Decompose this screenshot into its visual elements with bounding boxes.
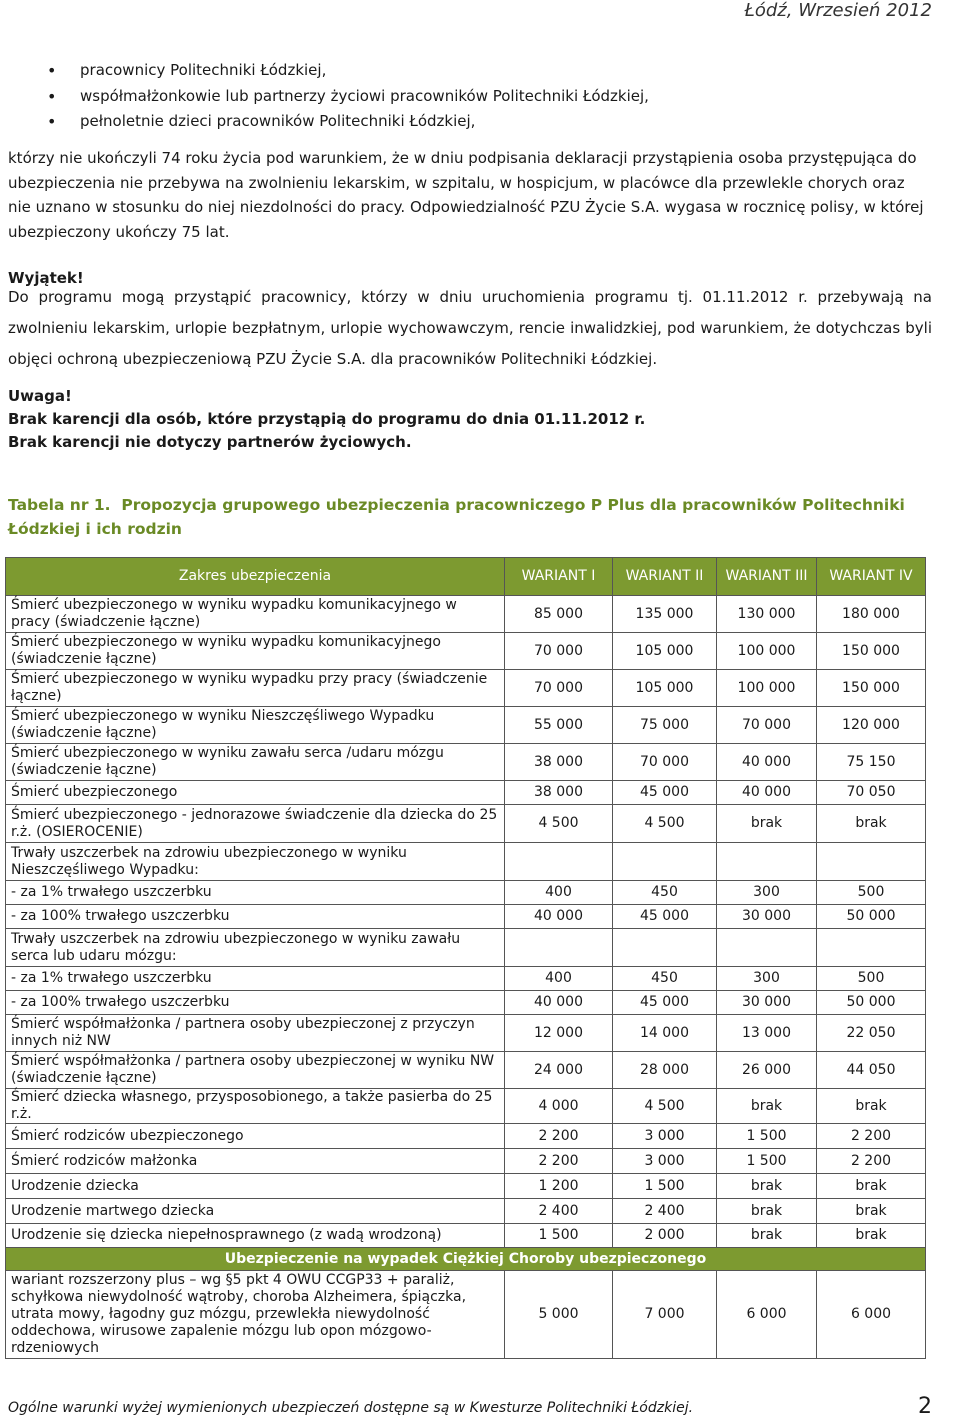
table-row <box>6 1174 926 1199</box>
value-cell: 38 000 <box>505 744 613 781</box>
value-cell: 6 000 <box>717 1271 817 1359</box>
value-cell: 300 <box>717 881 817 905</box>
value-cell <box>717 929 817 967</box>
value-cell: 45 000 <box>613 905 717 929</box>
value-cell: 2 400 <box>613 1199 717 1224</box>
value-cell: 30 000 <box>717 905 817 929</box>
row-label: - za 1% trwałego uszczerbku <box>6 881 505 905</box>
value-cell: 55 000 <box>505 707 613 744</box>
notice-line-2: Brak karencji nie dotyczy partnerów życiowych. <box>8 433 412 451</box>
value-cell <box>505 843 613 881</box>
table-row <box>6 1271 926 1359</box>
value-cell: brak <box>817 1174 926 1199</box>
row-label: - za 100% trwałego uszczerbku <box>6 905 505 929</box>
row-label: Śmierć rodziców ubezpieczonego <box>6 1124 505 1149</box>
value-cell: 6 000 <box>817 1271 926 1359</box>
value-cell: 2 400 <box>505 1199 613 1224</box>
value-cell: 12 000 <box>505 1015 613 1052</box>
table-row <box>6 881 926 905</box>
value-cell: 13 000 <box>717 1015 817 1052</box>
row-label: Urodzenie martwego dziecka <box>6 1199 505 1224</box>
value-cell: 2 200 <box>505 1149 613 1174</box>
value-cell <box>613 843 717 881</box>
value-cell: 4 500 <box>613 805 717 843</box>
value-cell: 70 000 <box>505 633 613 670</box>
value-cell: 130 000 <box>717 596 817 633</box>
table-row <box>6 967 926 991</box>
notice-line-1: Brak karencji dla osób, które przystąpią do programu do dnia 01.11.2012 r. <box>8 410 646 428</box>
value-cell: 45 000 <box>613 991 717 1015</box>
value-cell: brak <box>817 805 926 843</box>
row-label: Śmierć ubezpieczonego w wyniku wypadku komunikacyjnego (świadczenie łączne) <box>6 633 505 670</box>
value-cell: 28 000 <box>613 1052 717 1089</box>
value-cell: 70 000 <box>717 707 817 744</box>
value-cell: 500 <box>817 881 926 905</box>
value-cell: 180 000 <box>817 596 926 633</box>
value-cell: brak <box>817 1224 926 1248</box>
header-cell-variant-2: WARIANT II <box>613 558 717 596</box>
row-label: Śmierć ubezpieczonego <box>6 781 505 805</box>
value-cell: 450 <box>613 967 717 991</box>
value-cell: 400 <box>505 881 613 905</box>
row-label: wariant rozszerzony plus – wg §5 pkt 4 OWU CCGP33 + paraliż, schyłkowa niewydolność wątroby, choroba Alzheimera, śpiączka, utrata mowy, łagodny guz mózgu, przewlekła niewydolność oddechowa, wirusowe zapalenie mózgu lub opon mózgowo-rdzeniowych <box>6 1271 505 1359</box>
value-cell: 70 050 <box>817 781 926 805</box>
value-cell: 1 500 <box>717 1149 817 1174</box>
value-cell: 50 000 <box>817 991 926 1015</box>
value-cell: 2 200 <box>817 1149 926 1174</box>
value-cell: brak <box>717 805 817 843</box>
table-row <box>6 905 926 929</box>
value-cell: 50 000 <box>817 905 926 929</box>
row-label: Śmierć ubezpieczonego w wyniku Nieszczęśliwego Wypadku (świadczenie łączne) <box>6 707 505 744</box>
value-cell: 7 000 <box>613 1271 717 1359</box>
row-label: Śmierć rodziców małżonka <box>6 1149 505 1174</box>
value-cell: 500 <box>817 967 926 991</box>
list-item: • pełnoletnie dzieci pracowników Politechniki Łódzkiej, <box>42 109 649 135</box>
value-cell: 2 000 <box>613 1224 717 1248</box>
row-label: - za 1% trwałego uszczerbku <box>6 967 505 991</box>
list-item: • pracownicy Politechniki Łódzkiej, <box>42 58 649 84</box>
value-cell: 40 000 <box>505 991 613 1015</box>
value-cell: 4 500 <box>505 805 613 843</box>
value-cell <box>613 929 717 967</box>
header-date: Łódź, Wrzesień 2012 <box>744 0 932 21</box>
table-row <box>6 991 926 1015</box>
header-cell-variant-4: WARIANT IV <box>817 558 926 596</box>
value-cell: 40 000 <box>505 905 613 929</box>
value-cell: 150 000 <box>817 670 926 707</box>
table-row <box>6 1149 926 1174</box>
row-label: Urodzenie dziecka <box>6 1174 505 1199</box>
value-cell: 1 200 <box>505 1174 613 1199</box>
footer-note: Ogólne warunki wyżej wymienionych ubezpieczeń dostępne są w Kwesturze Politechniki Łódzkiej. <box>8 1400 694 1416</box>
value-cell: 5 000 <box>505 1271 613 1359</box>
table-row <box>6 707 926 744</box>
table-row <box>6 1089 926 1124</box>
value-cell: 40 000 <box>717 781 817 805</box>
table-row <box>6 633 926 670</box>
value-cell: brak <box>717 1174 817 1199</box>
row-label: Śmierć współmałżonka / partnera osoby ubezpieczonej z przyczyn innych niż NW <box>6 1015 505 1052</box>
value-cell: 45 000 <box>613 781 717 805</box>
table-caption-title: Propozycja grupowego ubezpieczenia pracowniczego P Plus dla pracowników Politechniki Łódzkiej i ich rodzin <box>8 496 905 538</box>
value-cell: 85 000 <box>505 596 613 633</box>
value-cell: 3 000 <box>613 1149 717 1174</box>
row-label: Śmierć ubezpieczonego w wyniku wypadku komunikacyjnego w pracy (świadczenie łączne) <box>6 596 505 633</box>
header-cell-variant-3: WARIANT III <box>717 558 817 596</box>
coverage-table <box>5 557 926 1359</box>
table-row <box>6 1015 926 1052</box>
value-cell: brak <box>717 1089 817 1124</box>
value-cell: 30 000 <box>717 991 817 1015</box>
table-row <box>6 670 926 707</box>
value-cell: brak <box>717 1199 817 1224</box>
value-cell: brak <box>717 1224 817 1248</box>
value-cell: 40 000 <box>717 744 817 781</box>
value-cell: 2 200 <box>505 1124 613 1149</box>
value-cell: 24 000 <box>505 1052 613 1089</box>
value-cell <box>817 843 926 881</box>
table-header-row <box>6 558 926 596</box>
value-cell: 26 000 <box>717 1052 817 1089</box>
value-cell: 1 500 <box>505 1224 613 1248</box>
value-cell: 70 000 <box>613 744 717 781</box>
table-caption <box>8 493 928 541</box>
value-cell: 75 150 <box>817 744 926 781</box>
list-item: • współmałżonkowie lub partnerzy życiowi pracowników Politechniki Łódzkiej, <box>42 84 649 110</box>
section-header-row <box>6 1248 926 1271</box>
row-label: - za 100% trwałego uszczerbku <box>6 991 505 1015</box>
value-cell: 4 500 <box>613 1089 717 1124</box>
value-cell: 300 <box>717 967 817 991</box>
value-cell: 150 000 <box>817 633 926 670</box>
page-number: 2 <box>918 1394 932 1419</box>
row-label: Trwały uszczerbek na zdrowiu ubezpieczonego w wyniku Nieszczęśliwego Wypadku: <box>6 843 505 881</box>
value-cell: 70 000 <box>505 670 613 707</box>
table-row <box>6 843 926 881</box>
intro-paragraph: którzy nie ukończyli 74 roku życia pod warunkiem, że w dniu podpisania deklaracji przystąpienia osoba przystępująca do ubezpieczenia nie przebywa na zwolnieniu lekarskim, w szpitalu, w hospicjum, w placówce dla przewlekle chorych oraz nie uznano w stosunku do niej niezdolności do pracy. Odpowiedzialność PZU Życie S.A. wygasa w rocznicę polisy, w której ubezpieczony ukończy 75 lat. <box>8 149 924 241</box>
value-cell: 450 <box>613 881 717 905</box>
value-cell: 100 000 <box>717 633 817 670</box>
eligible-list <box>42 58 649 135</box>
value-cell <box>817 929 926 967</box>
table-row <box>6 1224 926 1248</box>
table-row <box>6 929 926 967</box>
value-cell: 75 000 <box>613 707 717 744</box>
notice-title: Uwaga! <box>8 387 72 405</box>
table-row <box>6 596 926 633</box>
row-label: Śmierć ubezpieczonego - jednorazowe świadczenie dla dziecka do 25 r.ż. (OSIEROCENIE) <box>6 805 505 843</box>
value-cell: 22 050 <box>817 1015 926 1052</box>
exception-title: Wyjątek! <box>8 269 84 287</box>
row-label: Trwały uszczerbek na zdrowiu ubezpieczonego w wyniku zawału serca lub udaru mózgu: <box>6 929 505 967</box>
table-row <box>6 1124 926 1149</box>
row-label: Śmierć ubezpieczonego w wyniku zawału serca /udaru mózgu (świadczenie łączne) <box>6 744 505 781</box>
section-title: Ubezpieczenie na wypadek Ciężkiej Choroby ubezpieczonego <box>6 1248 926 1271</box>
value-cell: 100 000 <box>717 670 817 707</box>
value-cell: 135 000 <box>613 596 717 633</box>
table-row <box>6 781 926 805</box>
value-cell: brak <box>817 1089 926 1124</box>
value-cell: 1 500 <box>717 1124 817 1149</box>
table-row <box>6 744 926 781</box>
value-cell: 44 050 <box>817 1052 926 1089</box>
value-cell: 38 000 <box>505 781 613 805</box>
row-label: Śmierć współmałżonka / partnera osoby ubezpieczonej w wyniku NW (świadczenie łączne) <box>6 1052 505 1089</box>
row-label: Śmierć ubezpieczonego w wyniku wypadku przy pracy (świadczenie łączne) <box>6 670 505 707</box>
header-cell-scope: Zakres ubezpieczenia <box>6 558 505 596</box>
value-cell <box>505 929 613 967</box>
value-cell: 2 200 <box>817 1124 926 1149</box>
value-cell <box>717 843 817 881</box>
value-cell: 120 000 <box>817 707 926 744</box>
table-caption-label: Tabela nr 1. <box>8 496 111 514</box>
table-row <box>6 1052 926 1089</box>
value-cell: 105 000 <box>613 633 717 670</box>
value-cell: 400 <box>505 967 613 991</box>
value-cell: 14 000 <box>613 1015 717 1052</box>
value-cell: 3 000 <box>613 1124 717 1149</box>
value-cell: 105 000 <box>613 670 717 707</box>
row-label: Urodzenie się dziecka niepełnosprawnego (z wadą wrodzoną) <box>6 1224 505 1248</box>
table-row <box>6 805 926 843</box>
exception-text: Do programu mogą przystąpić pracownicy, którzy w dniu uruchomienia programu tj. 01.11.2012 r. przebywają na zwolnieniu lekarskim, urlopie bezpłatnym, urlopie wychowawczym, rencie inwalidzkiej, pod warunkiem, że dotychczas byli objęci ochroną ubezpieczeniową PZU Życie S.A. dla pracowników Politechniki Łódzkiej. <box>8 288 932 368</box>
value-cell: brak <box>817 1199 926 1224</box>
header-cell-variant-1: WARIANT I <box>505 558 613 596</box>
value-cell: 1 500 <box>613 1174 717 1199</box>
row-label: Śmierć dziecka własnego, przysposobionego, a także pasierba do 25 r.ż. <box>6 1089 505 1124</box>
value-cell: 4 000 <box>505 1089 613 1124</box>
table-row <box>6 1199 926 1224</box>
